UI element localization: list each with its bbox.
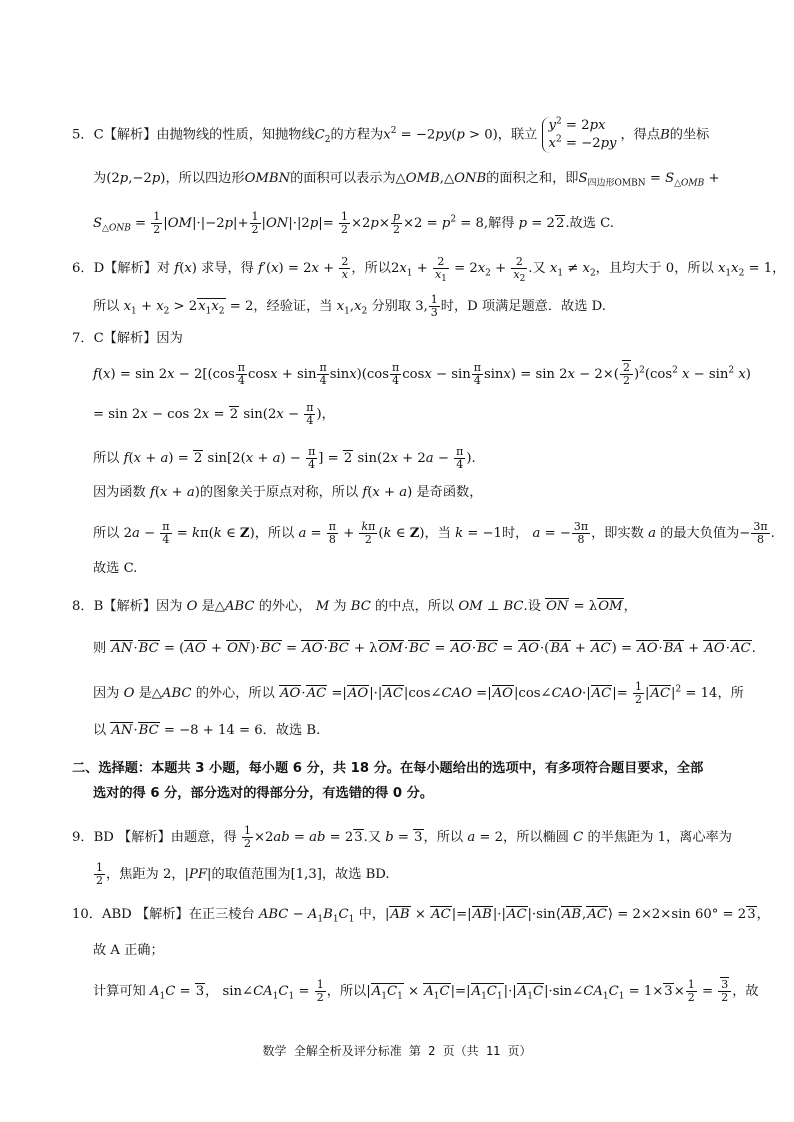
q6-label: 6．D【解析】	[72, 261, 157, 276]
q8-label: 8．B【解析】	[72, 599, 157, 614]
q7-line2: f(x) = sin 2x − 2[(cos $\frac{\pi}{4}$ cosx + sin $\frac{\pi}{4}$ sinx)(cos $\frac{\pi}{4}$ cosx − sin $\frac{\pi}{4}$ sinx) = sin 2x − 2×( $\frac{2}{2}$ )$^2(\cos^2$ $x - \sin^2 x$)	[93, 361, 751, 387]
q9-label: 9．BD 【解析】	[72, 830, 171, 845]
q7-line3: = sin 2x − cos 2x = 2 sin(2x − $\frac{\pi}{4}$ )，	[93, 401, 335, 427]
q7-line7: 故选 C.	[93, 561, 138, 576]
q5-line1: 5．C【解析】由抛物线的性质，知抛物线$C_2$的方程为$x^2 = -2py(p > 0)$，联立 $y^2 = 2px$ $x^2 = -2py$，得点B的坐标	[72, 116, 710, 151]
q9-line1: 9．BD 【解析】由题意，得 $\frac{1}{2}$ ×2ab = ab = 23.又 b = 3，所以 a = 2，所以椭圆 C 的半焦距为 1，离心率为	[72, 824, 732, 850]
q5-line3: $S_{\triangle ONB}$ = $\frac{1}{2}$ |OM|·|−2p|+ $\frac{1}{2}$ |ON|·|2p|= $\frac{1}{2}$ ×2p× $\frac{p}{2}$ $\times 2 = p^2 = 8$,解得 p = 22.故选 C.	[93, 210, 614, 236]
q8-line4: 以 AN·BC = −8 + 14 = 6．故选 B.	[93, 723, 321, 738]
q8-line2: 则 AN·BC = (AO + ON)·BC = AO·BC + λOM·BC = AO·BC = AO·(BA + AC) = AO·BA + AO·AC.	[93, 641, 756, 656]
section2-heading-line2: 选对的得 6 分，部分选对的得部分分，有选错的得 0 分。	[93, 786, 434, 801]
q8-line3: 因为 O 是△ABC 的外心，所以 AO·AC =|AO|·|AC|cos∠CAO =|AO|cos∠CAO·|AC|= $\frac{1}{2}$ $|AC|^2 = 14$，所	[93, 680, 744, 706]
q10-label: 10．ABD 【解析】	[72, 907, 189, 922]
page-footer: 数学 全解全析及评分标准 第 2 页（共 11 页）	[262, 1044, 532, 1058]
q5-line2: 为(2p,−2p)，所以四边形OMBN的面积可以表示为△OMB,△ONB的面积之和，即$S_{四边形OMBN} = S_{\triangle OMB}$ +	[93, 171, 720, 189]
q6-line2: 所以 $x_1 + x_2 > 2x_1x_2 = 2$，经验证，当 $x_1,x_2$ 分别取 3, $\frac{1}{3}$ 时，D 项满足题意．故选 D.	[93, 293, 606, 319]
q7-line4: 所以 f(x + a) = 2 sin[2(x + a) − $\frac{\pi}{4}$ ] = 2 sin(2x + 2a − $\frac{\pi}{4}$ ).	[93, 445, 476, 471]
q7-line1: 7．C【解析】因为	[72, 331, 183, 346]
q10-line3: 计算可知 $A_1C = 3$， $\sin\angle CA_1C_1$ = $\frac{1}{2}$ ，所以$|A_1C_1$ × $A_1C|=|A_1C_1|\cdot|A_1C|\cdot\sin\angle CA_1C_1 = 1\times 3\times$ $\frac{1}{2}$ = $\frac{3}{2}$ ，故	[93, 978, 759, 1004]
q6-line1: 6．D【解析】对 f(x) 求导，得 f′(x) = 2x + $\frac{2}{x}$ ，所以$2x_1$ + $\frac{2}{x_1}$ = $2x_2$ + $\frac{2}{x_2}$ .又 $x_1 \ne x_2$，且均大于 0，所以 $x_1x_2 = 1$，	[72, 255, 786, 285]
q5-label: 5．C【解析】	[72, 127, 157, 143]
q7-line6: 所以 2a − $\frac{\pi}{4}$ = kπ(k ∈ Z)，所以 a = $\frac{\pi}{8}$ + $\frac{k\pi}{2}$ (k ∈ Z)，当 k = −1时， a = − $\frac{3\pi}{8}$ ，即实数 a 的最大负值为− $\frac{3\pi}{8}$ .	[93, 520, 775, 546]
q5-equation-system: $y^2 = 2px$ $x^2 = -2py$	[542, 117, 621, 153]
q10-line1: 10．ABD 【解析】在正三棱台 ABC − $A_1B_1C_1$ 中，|AB × AC|=|AB|·|AC|·sin⟨AB,AC⟩ = 2×2×sin 60° = 23，	[72, 907, 770, 925]
section2-heading: 二、选择题：本题共 3 小题，每小题 6 分，共 18 分。在每小题给出的选项中，有多项符合题目要求，全部	[72, 761, 704, 776]
q7-label: 7．C【解析】	[72, 331, 157, 346]
q10-line2: 故 A 正确；	[93, 943, 164, 958]
q8-line1: 8．B【解析】因为 O 是△ABC 的外心， M 为 BC 的中点，所以 OM ⊥ BC.设 ON = λOM，	[72, 599, 637, 614]
q9-line2: $\frac{1}{2}$ ，焦距为 2，|PF|的取值范围为[1,3]，故选 BD.	[96, 861, 390, 887]
q7-line5: 因为函数 f(x + a)的图象关于原点对称，所以 f(x + a) 是奇函数，	[93, 485, 483, 500]
